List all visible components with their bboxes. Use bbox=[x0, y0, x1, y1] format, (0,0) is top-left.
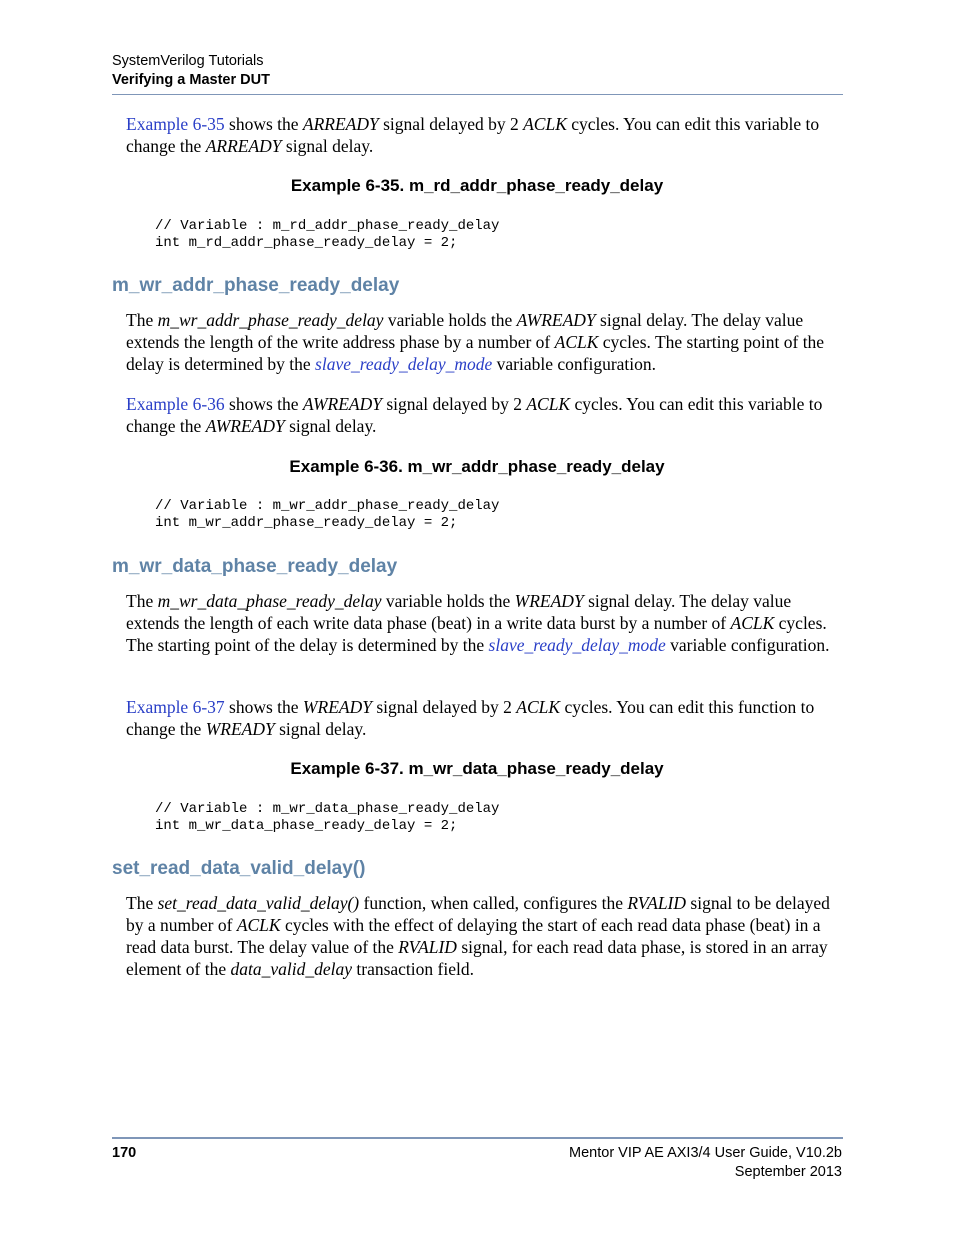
example-6-37-code: // Variable : m_wr_data_phase_ready_delay int m_wr_data_phase_ready_delay = 2; bbox=[155, 801, 500, 834]
header-subsection: Verifying a Master DUT bbox=[112, 72, 270, 88]
header-rule bbox=[112, 94, 843, 95]
paragraph-example-6-35-intro: Example 6-35 shows the ARREADY signal delayed by 2 ACLK cycles. You can edit this variable to change the ARREADY signal delay. bbox=[126, 114, 820, 156]
paragraph-example-6-37-intro: Example 6-37 shows the WREADY signal delayed by 2 ACLK cycles. You can edit this function to change the WREADY signal delay. bbox=[126, 697, 815, 739]
example-6-35-code: // Variable : m_rd_addr_phase_ready_delay int m_rd_addr_phase_ready_delay = 2; bbox=[155, 218, 500, 251]
example-6-36-title: Example 6-36. m_wr_addr_phase_ready_delay bbox=[289, 457, 665, 476]
running-header bbox=[112, 52, 270, 90]
footer-guide-title: Mentor VIP AE AXI3/4 User Guide, V10.2b bbox=[569, 1145, 842, 1161]
example-6-35-link[interactable]: Example 6-35 bbox=[126, 114, 225, 134]
footer-document-info bbox=[569, 1144, 842, 1182]
example-6-36-code: // Variable : m_wr_addr_phase_ready_delay int m_wr_addr_phase_ready_delay = 2; bbox=[155, 498, 500, 531]
heading-m-wr-addr-phase-ready-delay: m_wr_addr_phase_ready_delay bbox=[112, 275, 400, 296]
example-6-36-link[interactable]: Example 6-36 bbox=[126, 394, 225, 414]
slave-ready-delay-mode-link-2[interactable]: slave_ready_delay_mode bbox=[488, 635, 666, 655]
paragraph-wr-data-description: The m_wr_data_phase_ready_delay variable holds the WREADY signal delay. The delay value extends the length of each write data phase (beat) in a write data burst by a number of ACLK cycles. The starting point of the delay is determined by the slave_ready_delay_mode variable configuration. bbox=[126, 591, 830, 655]
heading-m-wr-data-phase-ready-delay: m_wr_data_phase_ready_delay bbox=[112, 556, 398, 577]
footer-rule bbox=[112, 1137, 843, 1139]
slave-ready-delay-mode-link[interactable]: slave_ready_delay_mode bbox=[315, 354, 493, 374]
example-6-37-link[interactable]: Example 6-37 bbox=[126, 697, 225, 717]
footer-date: September 2013 bbox=[734, 1164, 842, 1180]
example-6-35-title: Example 6-35. m_rd_addr_phase_ready_delay bbox=[290, 176, 664, 195]
paragraph-set-read-data-valid-delay-description: The set_read_data_valid_delay() function, when called, configures the RVALID signal to be delayed by a number of ACLK cycles with the effect of delaying the start of each read data phase (beat) in a read data burst. The delay value of the RVALID signal, for each read data phase, is stored in an array element of the data_valid_delay transaction field. bbox=[126, 893, 830, 979]
header-section: SystemVerilog Tutorials bbox=[112, 53, 264, 69]
heading-set-read-data-valid-delay: set_read_data_valid_delay() bbox=[112, 858, 366, 879]
page-number: 170 bbox=[112, 1145, 137, 1161]
paragraph-example-6-36-intro: Example 6-36 shows the AWREADY signal delayed by 2 ACLK cycles. You can edit this variable to change the AWREADY signal delay. bbox=[126, 394, 823, 436]
example-6-37-title: Example 6-37. m_wr_data_phase_ready_delay bbox=[290, 759, 664, 778]
paragraph-wr-addr-description: The m_wr_addr_phase_ready_delay variable holds the AWREADY signal delay. The delay value extends the length of the write address phase by a number of ACLK cycles. The starting point of the delay is determined by the slave_ready_delay_mode variable configuration. bbox=[126, 310, 825, 374]
